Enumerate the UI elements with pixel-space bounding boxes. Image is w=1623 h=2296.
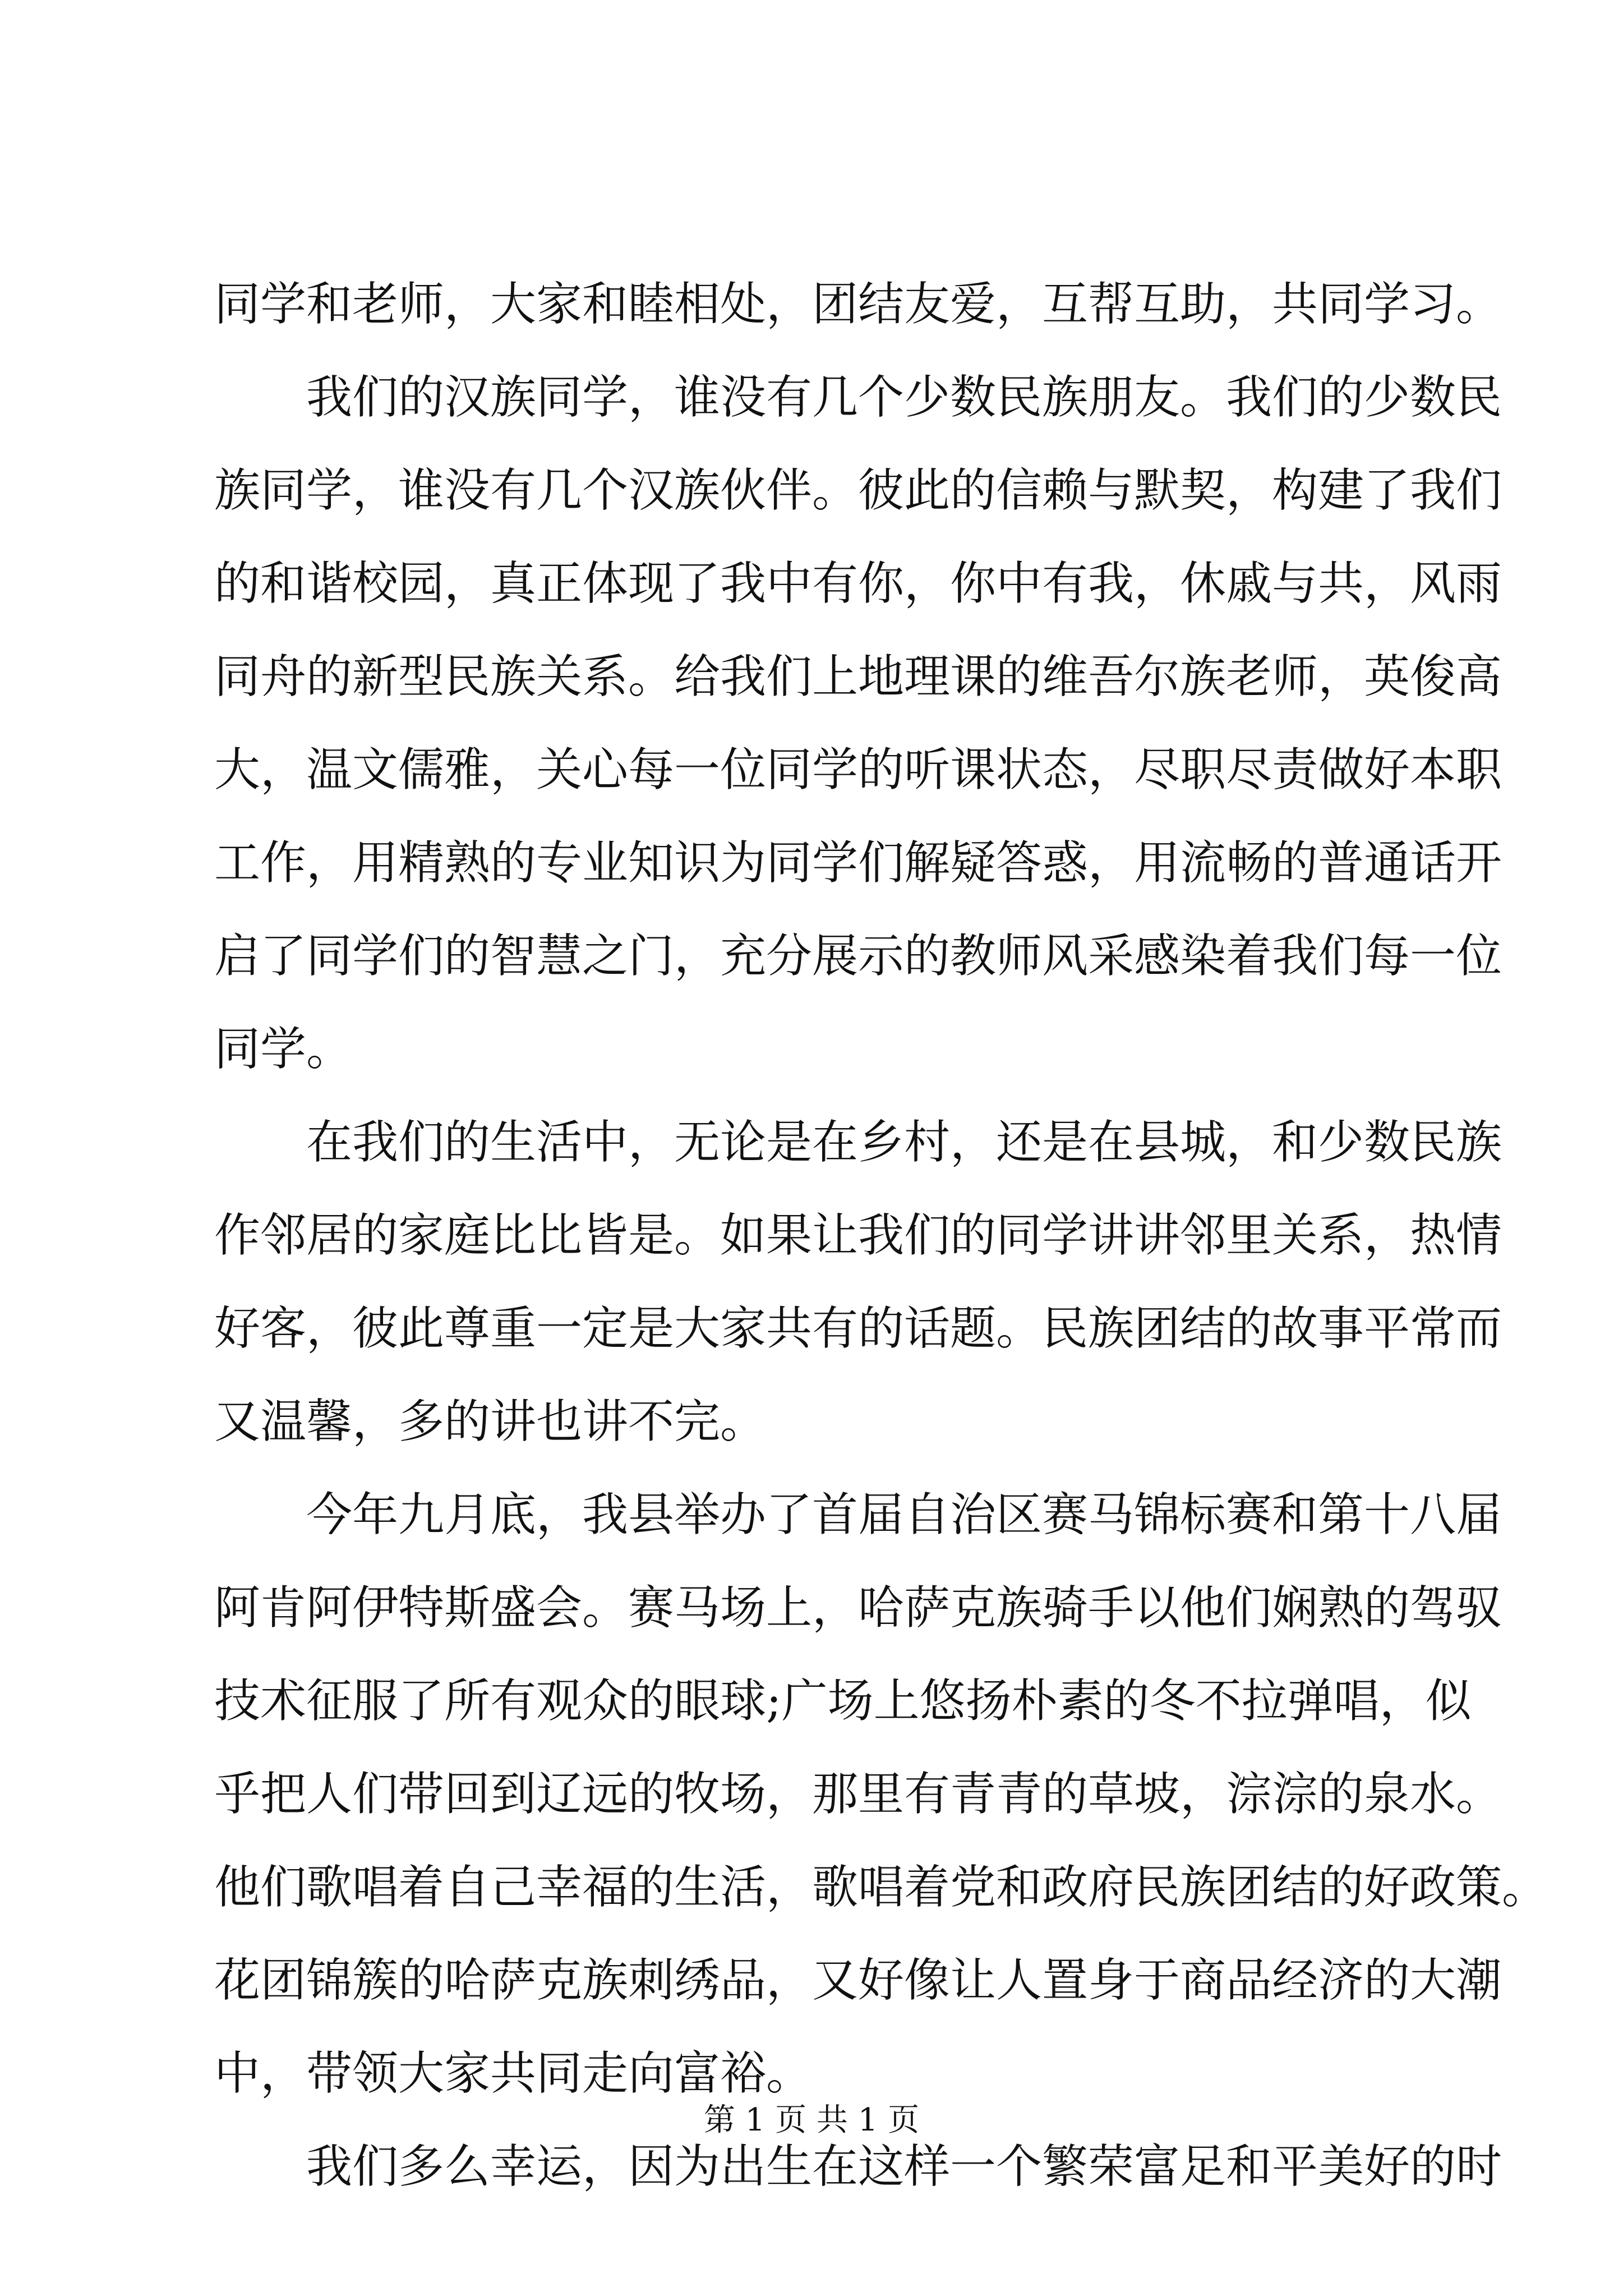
text-line: 好客，彼此尊重一定是大家共有的话题。民族团结的故事平常而	[214, 1302, 1502, 1355]
text-line: 乎把人们带回到辽远的牧场，那里有青青的草坡，淙淙的泉水。	[214, 1768, 1502, 1821]
text-line: 我们多么幸运，因为出生在这样一个繁荣富足和平美好的时	[306, 2140, 1502, 2193]
page-number-label: 第 1 页 共 1 页	[703, 2102, 920, 2138]
text-line: 我们的汉族同学，谁没有几个少数民族朋友。我们的少数民	[306, 371, 1502, 424]
text-line: 他们歌唱着自己幸福的生活，歌唱着党和政府民族团结的好政策。	[214, 1861, 1548, 1914]
text-line: 技术征服了所有观众的眼球;广场上悠扬朴素的冬不拉弹唱，似	[214, 1674, 1472, 1728]
text-line: 工作，用精熟的专业知识为同学们解疑答惑，用流畅的普通话开	[214, 836, 1502, 890]
text-line: 的和谐校园，真正体现了我中有你，你中有我，休戚与共，风雨	[214, 557, 1502, 610]
text-line: 同学。	[214, 1023, 353, 1076]
text-line: 今年九月底，我县举办了首届自治区赛马锦标赛和第十八届	[306, 1488, 1502, 1542]
text-line: 阿肯阿伊特斯盛会。赛马场上，哈萨克族骑手以他们娴熟的驾驭	[214, 1581, 1502, 1635]
text-line: 花团锦簇的哈萨克族刺绣品，又好像让人置身于商品经济的大潮	[214, 1954, 1502, 2007]
text-line: 族同学，谁没有几个汉族伙伴。彼此的信赖与默契，构建了我们	[214, 464, 1502, 517]
text-line: 同舟的新型民族关系。给我们上地理课的维吾尔族老师，英俊高	[214, 650, 1502, 703]
text-line: 作邻居的家庭比比皆是。如果让我们的同学讲讲邻里关系，热情	[214, 1209, 1502, 1262]
text-line: 启了同学们的智慧之门，充分展示的教师风采感染着我们每一位	[214, 930, 1502, 983]
text-line: 同学和老师，大家和睦相处，团结友爱，互帮互助，共同学习。	[214, 278, 1502, 331]
body-text	[214, 258, 1548, 2214]
text-line: 中，带领大家共同走向富裕。	[214, 2047, 813, 2100]
page-footer	[0, 2101, 1623, 2140]
text-line: 在我们的生活中，无论是在乡村，还是在县城，和少数民族	[306, 1116, 1502, 1169]
text-line: 大，温文儒雅，关心每一位同学的听课状态，尽职尽责做好本职	[214, 743, 1502, 797]
text-line: 又温馨，多的讲也讲不完。	[214, 1395, 767, 1448]
